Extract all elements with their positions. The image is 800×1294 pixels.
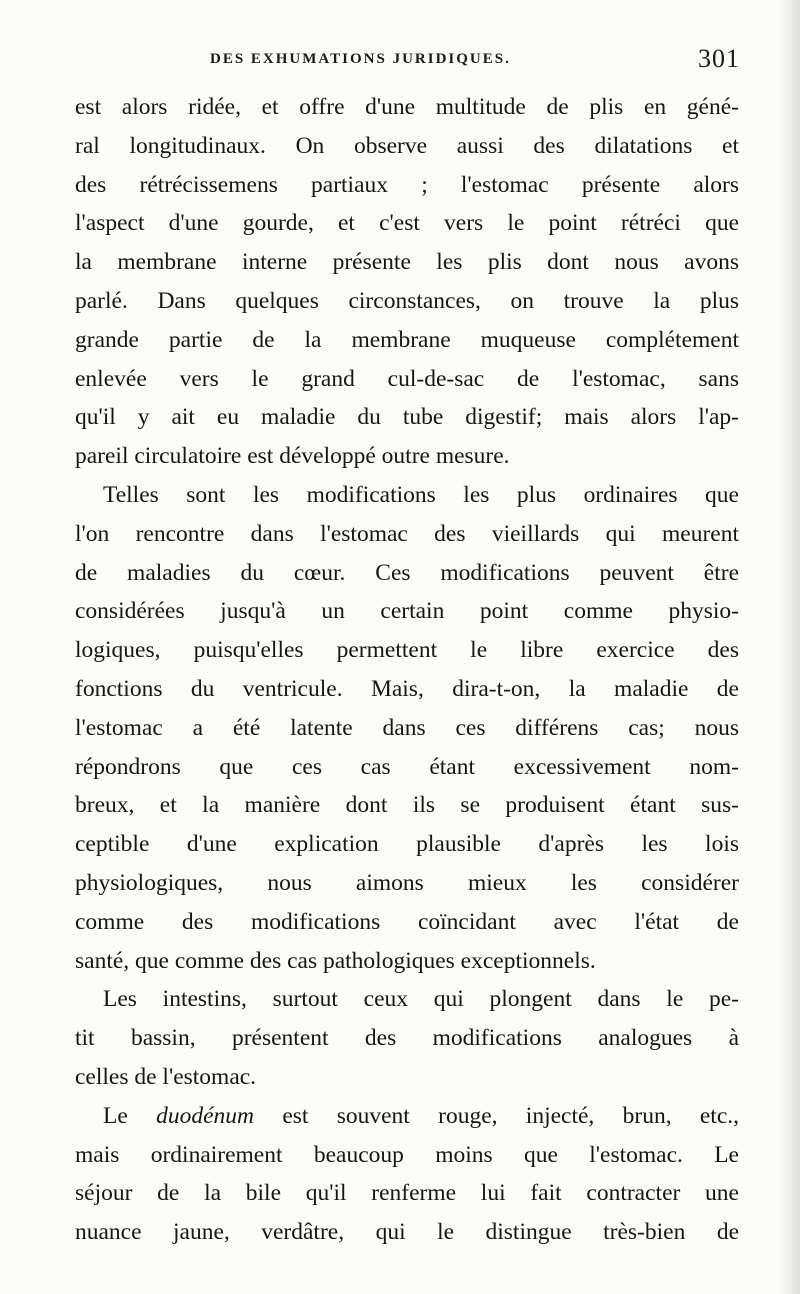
text-line: ral longitudinaux. On observe aussi des dilatations et xyxy=(75,132,739,159)
text-line: l'on rencontre dans l'estomac des vieillards qui meurent xyxy=(75,520,739,547)
text-line: séjour de la bile qu'il renferme lui fait contracter une xyxy=(75,1180,739,1207)
text-line: qu'il y ait eu maladie du tube digestif; mais alors l'ap- xyxy=(75,404,739,431)
text-fragment: est souvent rouge, injecté, brun, etc., xyxy=(282,1102,739,1129)
text-line: ceptible d'une explication plausible d'après les lois xyxy=(75,831,739,858)
text-line: Telles sont les modifications les plus ordinaires que xyxy=(103,481,739,508)
italic-term: duodénum xyxy=(156,1102,254,1129)
running-head xyxy=(75,44,740,76)
text-line: enlevée vers le grand cul-de-sac de l'estomac, sans xyxy=(75,365,739,392)
text-line: des rétrécissemens partiaux ; l'estomac présente alors xyxy=(75,171,739,198)
paragraph-2 xyxy=(75,476,739,980)
paragraph-1 xyxy=(75,88,739,476)
text-line: tit bassin, présentent des modifications analogues à xyxy=(75,1025,739,1052)
text-line: pareil circulatoire est développé outre mesure. xyxy=(75,443,510,470)
text-line: physiologiques, nous aimons mieux les considérer xyxy=(75,869,739,896)
text-line: répondrons que ces cas étant excessivement nom- xyxy=(75,753,739,780)
text-fragment: Le xyxy=(103,1102,157,1129)
text-line: fonctions du ventricule. Mais, dira-t-on, la maladie de xyxy=(75,675,739,702)
text-line: est alors ridée, et offre d'une multitude de plis en géné- xyxy=(75,94,739,120)
text-line: grande partie de la membrane muqueuse complétement xyxy=(75,326,739,353)
text-line: santé, que comme des cas pathologiques exceptionnels. xyxy=(75,947,596,974)
page-edge-shadow xyxy=(778,0,800,1294)
text-line: mais ordinairement beaucoup moins que l'estomac. Le xyxy=(75,1141,739,1168)
page-number: 301 xyxy=(698,44,740,73)
body-text xyxy=(75,88,739,1252)
text-line: comme des modifications coïncidant avec l'état de xyxy=(75,908,739,935)
text-line: logiques, puisqu'elles permettent le libre exercice des xyxy=(75,637,739,664)
running-title: DES EXHUMATIONS JURIDIQUES. xyxy=(210,51,511,67)
text-line: l'estomac a été latente dans ces différens cas; nous xyxy=(75,714,739,741)
paragraph-4 xyxy=(75,1097,739,1252)
text-line: celles de l'estomac. xyxy=(75,1063,257,1090)
text-line: considérées jusqu'à un certain point comme physio- xyxy=(75,598,739,625)
text-line: de maladies du cœur. Ces modifications peuvent être xyxy=(75,559,739,586)
text-line: nuance jaune, verdâtre, qui le distingue très-bien de xyxy=(75,1219,739,1246)
paragraph-3 xyxy=(75,980,739,1096)
text-line xyxy=(75,1097,739,1136)
text-line: la membrane interne présente les plis dont nous avons xyxy=(75,249,739,276)
text-line: breux, et la manière dont ils se produisent étant sus- xyxy=(75,792,739,819)
text-line: l'aspect d'une gourde, et c'est vers le point rétréci que xyxy=(75,210,739,237)
text-line: Les intestins, surtout ceux qui plongent dans le pe- xyxy=(103,986,739,1013)
text-line: parlé. Dans quelques circonstances, on trouve la plus xyxy=(75,287,739,314)
